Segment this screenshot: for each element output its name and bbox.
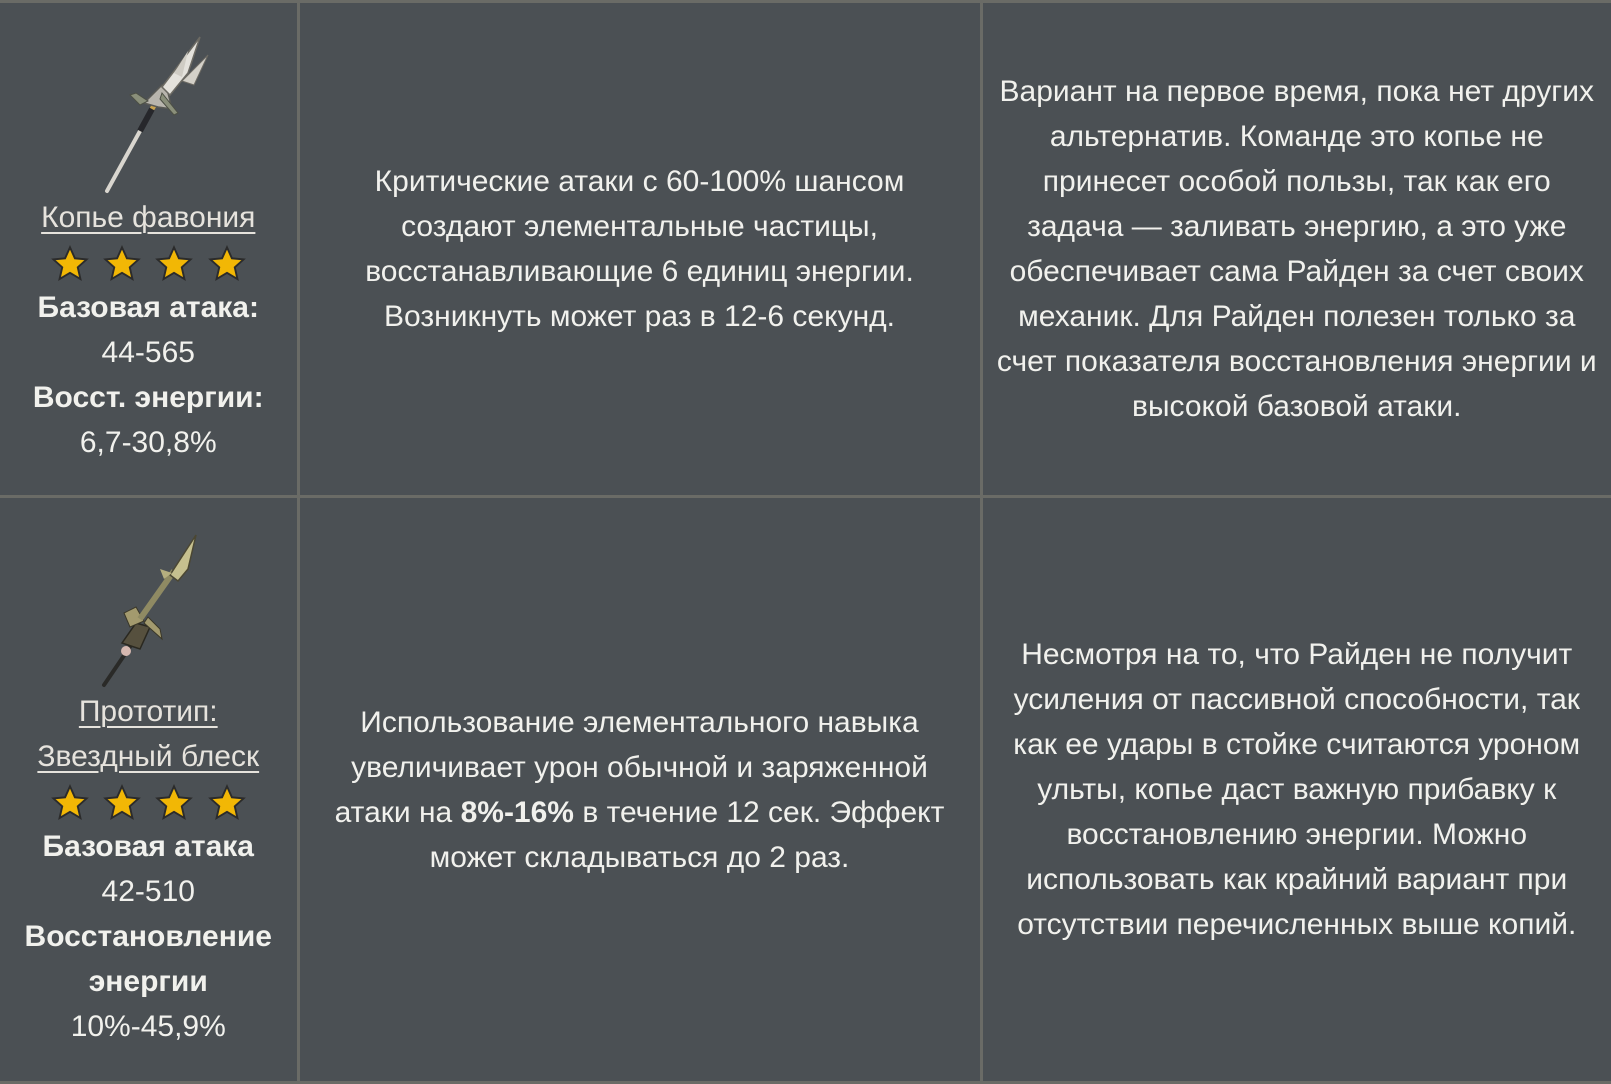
energy-recharge-label: Восст. энергии: (32, 381, 264, 414)
effect-cell (298, 497, 981, 1083)
prototype-starglitter-icon (78, 531, 218, 689)
effect-text (335, 706, 945, 874)
weapon-cell (0, 497, 298, 1083)
star-icon (51, 245, 89, 283)
effect-text-start: Использование элементального навыка увеличивает урон обычной и заряженной атаки на (334, 705, 928, 829)
table-row (0, 497, 1611, 1083)
effect-text: Критические атаки с 60-100% шансом создают элементальные частицы, восстанавливающие 6 единиц энергии. Возникнуть может раз в 12-6 секунд. (365, 165, 914, 333)
table-row (0, 2, 1611, 497)
base-attack-label: Базовая атака (42, 829, 254, 863)
rarity-stars (14, 779, 283, 824)
star-icon (208, 245, 246, 283)
energy-recharge-label: энергии (88, 964, 208, 998)
effect-text-end: в течение 12 сек. Эффект может складываться до 2 раз. (429, 795, 945, 874)
note-text: Вариант на первое время, пока нет других альтернатив. Команде это копье не принесет особой пользы, так как его задача — заливать энергию, а это уже обеспечивает сама Райден за счет своих механик. Для Райден полезен только за счет показателя восстановления энергии и высокой базовой атаки. (996, 75, 1597, 423)
note-text: Несмотря на то, что Райден не получит усиления от пассивной способности, так как ее удары в стойке считаются уроном ульты, копье даст важную прибавку к восстановлению энергии. Можно использовать как крайний вариант при отсутствии перечисленных выше копий. (1013, 638, 1581, 941)
effect-bonus-value: 8%-16% (460, 795, 574, 829)
base-attack-value: 44-565 (101, 336, 195, 369)
base-attack-label: Базовая атака: (37, 291, 259, 324)
weapon-name-link[interactable]: Копье фавония (41, 201, 256, 234)
weapon-name-link[interactable]: Звездный блеск (37, 739, 260, 773)
star-icon (103, 245, 141, 283)
energy-recharge-value: 10%-45,9% (70, 1009, 226, 1043)
star-icon (103, 784, 141, 822)
weapon-name-link[interactable]: Прототип: (78, 694, 218, 728)
note-cell (981, 497, 1611, 1083)
favonius-lance-icon (78, 33, 218, 195)
star-icon (155, 784, 193, 822)
energy-recharge-value: 6,7-30,8% (79, 426, 217, 459)
effect-cell (298, 2, 981, 497)
star-icon (208, 784, 246, 822)
base-attack-value: 42-510 (101, 874, 195, 908)
star-icon (155, 245, 193, 283)
weapon-cell (0, 2, 298, 497)
energy-recharge-label: Восстановление (24, 919, 272, 953)
rarity-stars (14, 240, 283, 285)
star-icon (51, 784, 89, 822)
note-cell (981, 2, 1611, 497)
